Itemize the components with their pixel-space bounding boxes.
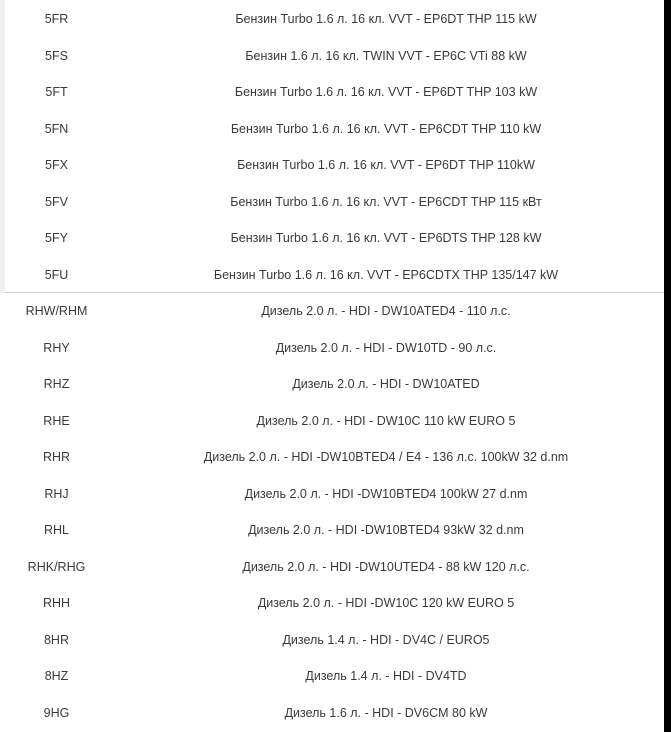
table-row [5, 330, 664, 367]
table-row [5, 622, 664, 659]
engine-description: Дизель 2.0 л. - HDI -DW10BTED4 / E4 - 136 л.с. 100kW 32 d.nm [203, 450, 569, 465]
table-row [5, 439, 664, 476]
engine-code: 5FV [45, 194, 68, 209]
table-row [5, 257, 664, 294]
table-row [5, 512, 664, 549]
engine-code: 8HR [43, 632, 69, 647]
table-row [5, 38, 664, 75]
engine-description: Дизель 1.4 л. - HDI - DV4TD [305, 669, 467, 684]
engine-code: RHE [43, 413, 70, 428]
engine-description: Бензин Turbo 1.6 л. 16 кл. VVT - EP6DT THP 115 kW [235, 12, 537, 27]
engine-description: Бензин Turbo 1.6 л. 16 кл. VVT - EP6DT THP 110kW [237, 158, 535, 173]
table-row [5, 74, 664, 111]
table-row [5, 403, 664, 440]
engine-description: Бензин Turbo 1.6 л. 16 кл. VVT - EP6CDT THP 115 кВт [230, 194, 542, 209]
engine-description: Бензин 1.6 л. 16 кл. TWIN VVT - EP6C VTi 88 kW [245, 48, 527, 63]
table-row [5, 147, 664, 184]
engine-code: 5FX [45, 158, 68, 173]
engine-code: 5FU [44, 267, 69, 282]
engine-description: Дизель 2.0 л. - HDI - DW10ATED [292, 377, 480, 392]
engine-code: RHH [42, 596, 71, 611]
engine-description: Дизель 2.0 л. - HDI -DW10C 120 kW EURO 5 [257, 596, 515, 611]
engine-code: 9HG [43, 705, 70, 720]
table-row [5, 184, 664, 221]
engine-description: Дизель 1.4 л. - HDI - DV4C / EURO5 [282, 632, 490, 647]
engine-description: Бензин Turbo 1.6 л. 16 кл. VVT - EP6DT THP 103 kW [234, 85, 538, 100]
table-row [5, 476, 664, 513]
engine-description: Дизель 2.0 л. - HDI -DW10BTED4 93kW 32 d.nm [248, 523, 524, 538]
engine-description: Дизель 1.6 л. - HDI - DV6CM 80 kW [284, 705, 488, 720]
engine-code: RHR [42, 450, 71, 465]
table-row [5, 549, 664, 586]
table-row [5, 293, 664, 330]
engine-code: RHY [43, 340, 70, 355]
engine-code: 8HZ [44, 669, 69, 684]
engine-code: RHZ [43, 377, 70, 392]
table-row [5, 658, 664, 695]
engine-description: Бензин Turbo 1.6 л. 16 кл. VVT - EP6DTS THP 128 kW [230, 231, 542, 246]
engine-description: Дизель 2.0 л. - HDI - DW10C 110 kW EURO 5 [256, 413, 516, 428]
engine-code: 5FT [45, 85, 68, 100]
table-row [5, 220, 664, 257]
table-row [5, 366, 664, 403]
engine-code: 5FR [44, 12, 69, 27]
engine-description: Дизель 2.0 л. - HDI -DW10BTED4 100kW 27 d.nm [244, 486, 528, 501]
engine-code: 5FN [44, 121, 69, 136]
engine-description: Бензин Turbo 1.6 л. 16 кл. VVT - EP6CDT THP 110 kW [230, 121, 542, 136]
right-edge-strip [664, 0, 671, 732]
engine-description: Дизель 2.0 л. - HDI - DW10ATED4 - 110 л.с. [261, 304, 511, 319]
table-row [5, 695, 664, 732]
table-row [5, 1, 664, 38]
engine-code: RHW/RHM [25, 304, 88, 319]
engine-description: Бензин Turbo 1.6 л. 16 кл. VVT - EP6CDTX THP 135/147 kW [213, 267, 559, 282]
engine-description: Дизель 2.0 л. - HDI - DW10TD - 90 л.с. [275, 340, 497, 355]
engine-code: 5FS [45, 48, 68, 63]
engine-code: RHK/RHG [27, 559, 86, 574]
table-row [5, 585, 664, 622]
engine-code: RHL [43, 523, 69, 538]
engine-code: 5FY [45, 231, 68, 246]
engine-description: Дизель 2.0 л. - HDI -DW10UTED4 - 88 kW 120 л.с. [242, 559, 530, 574]
table-row [5, 111, 664, 148]
engine-code: RHJ [44, 486, 69, 501]
